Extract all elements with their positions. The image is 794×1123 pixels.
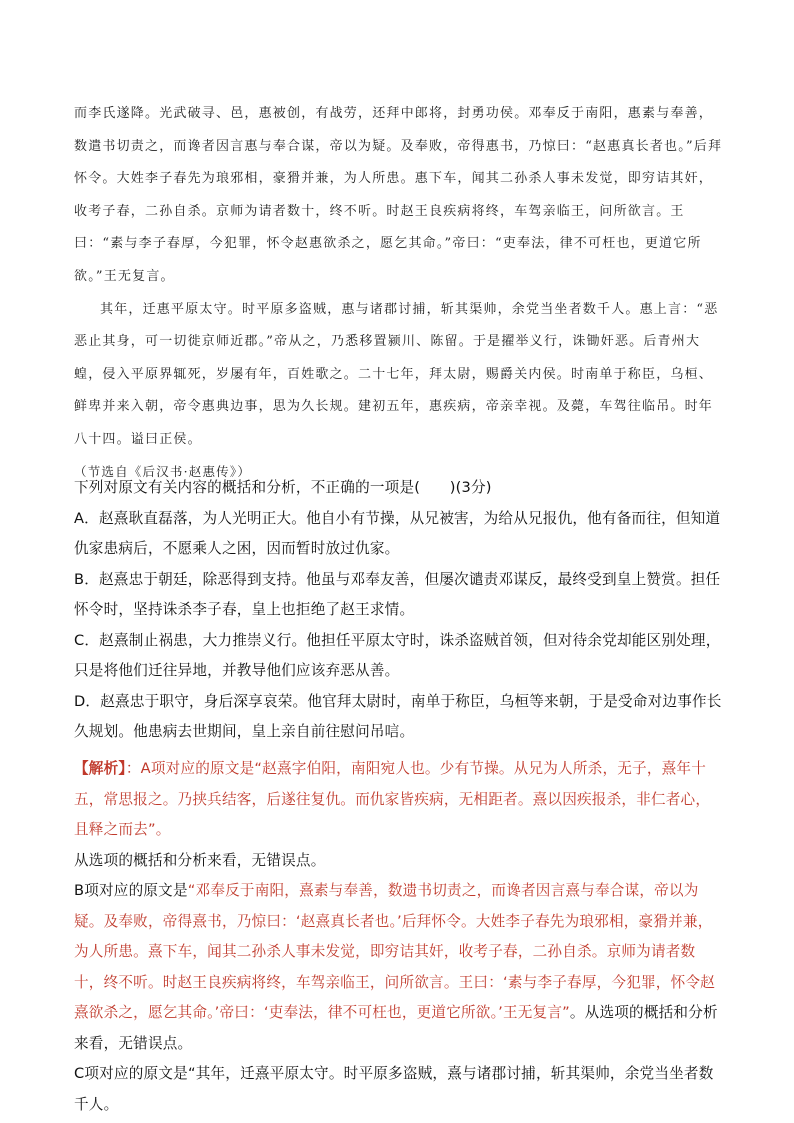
analysis-a — [74, 754, 724, 846]
analysis-b-quote: “邓奉反于南阳，熹素与奉善，数遗书切责之，而谗者因言熹与奉合谋，帝以为疑。及奉败，帝得熹书，乃惊曰：‘赵熹真长者也。’后拜怀令。大姓李子春先为琅邪相，豪猾并兼，为人所患。熹下车，闻其二孙杀人事未发觉，即穷诘其奸，收考子春，二孙自杀。京师为请者数十，终不听。时赵王良疾病将终，车驾亲临王，问所欲言。王曰：‘素与李子春厚，今犯罪，怀令赵熹欲杀之，愿乞其命。’帝曰：‘吏奉法，律不可枉也，更道它所欲。’王无复言” — [74, 882, 715, 1021]
option-c: C．赵熹制止祸患，大力推崇义行。他担任平原太守时，诛杀盗贼首领，但对待余党却能区别处理，只是将他们迁往异地，并教导他们应该弃恶从善。 — [74, 631, 721, 679]
option-a: A．赵熹耿直磊落，为人光明正大。他自小有节操，从兄被害，为给从兄报仇，他有备而往，但知道仇家患病后，不愿乘人之困，因而暂时放过仇家。 — [74, 509, 721, 557]
option-b: B．赵熹忠于朝廷，除恶得到支持。他虽与邓奉友善，但屡次谴责邓谋反，最终受到皇上赞赏。担任怀令时，坚持诛杀李子春，皇上也拒绝了赵王求情。 — [74, 570, 721, 618]
analysis-tag: 【解析】 — [74, 760, 126, 777]
passage-source: （节选自《后汉书·赵惠传》） — [74, 463, 252, 479]
analysis-b — [74, 876, 724, 1059]
passage-paragraph-2: 其年，迁惠平原太守。时平原多盗贼，惠与诸郡讨捕，斩其渠帅，余党当坐者数千人。惠上言：“恶恶止其身，可一切徙京师近郡。”帝从之，乃悉移置颍川、陈留。于是擢举义行，诛锄奸恶。后青州大蝗，侵入平原界辄死，岁屡有年，百姓歌之。二十七年，拜太尉，赐爵关内侯。时南单于称臣，乌桓、鲜卑并来入朝，帝令惠典边事，思为久长规。建初五年，惠疾病，帝亲幸视。及薨，车驾往临吊。时年八十四。谥曰正侯。 — [74, 301, 719, 447]
analysis-a-conclusion: 从选项的概括和分析来看，无错误点。 — [74, 851, 326, 869]
option-d: D．赵熹忠于职守，身后深享哀荣。他官拜太尉时，南单于称臣，乌桓等来朝，于是受命对边事作长久规划。他患病去世期间，皇上亲自前往慰问吊唁。 — [74, 692, 722, 740]
analysis-c: C项对应的原文是“其年，迁熹平原太守。时平原多盗贼，熹与诸郡讨捕，斩其渠帅，余党当坐者数千人。 — [74, 1065, 714, 1113]
question-block — [74, 473, 724, 748]
analysis-b-conclusion: 。从选项的概括和分析来看，无错误点。 — [74, 1004, 718, 1052]
analysis-block — [74, 754, 724, 1120]
analysis-a-text: ：A项对应的原文是“赵熹字伯阳，南阳宛人也。少有节操。从兄为人所杀，无子，熹年十五，常思报之。乃挟兵结客，后遂往复仇。而仇家皆疾病，无相距者。熹以因疾报杀，非仁者心，且释之而去”。 — [74, 760, 711, 838]
analysis-b-prefix: B项对应的原文是 — [74, 882, 188, 899]
question-stem: 下列对原文有关内容的概括和分析，不正确的一项是( )(3分) — [74, 479, 492, 496]
passage-paragraph-1: 而李氏遂降。光武破寻、邑，惠被创，有战劳，还拜中郎将，封勇功侯。邓奉反于南阳，惠素与奉善，数遣书切责之，而谗者因言惠与奉合谋，帝以为疑。及奉败，帝得惠书，乃惊曰：“赵惠真长者也。”后拜怀令。大姓李子春先为琅邪相，豪猾并兼，为人所患。惠下车，闻其二孙杀人事未发觉，即穷诘其奸，收考子春，二孙自杀。京师为请者数十，终不听。时赵王良疾病将终，车驾亲临王，问所欲言。王曰：“素与李子春厚，今犯罪，怀令赵惠欲杀之，愿乞其命。”帝曰：“吏奉法，律不可枉也，更道它所欲。”王无复言。 — [74, 106, 723, 284]
passage-block — [74, 98, 724, 483]
